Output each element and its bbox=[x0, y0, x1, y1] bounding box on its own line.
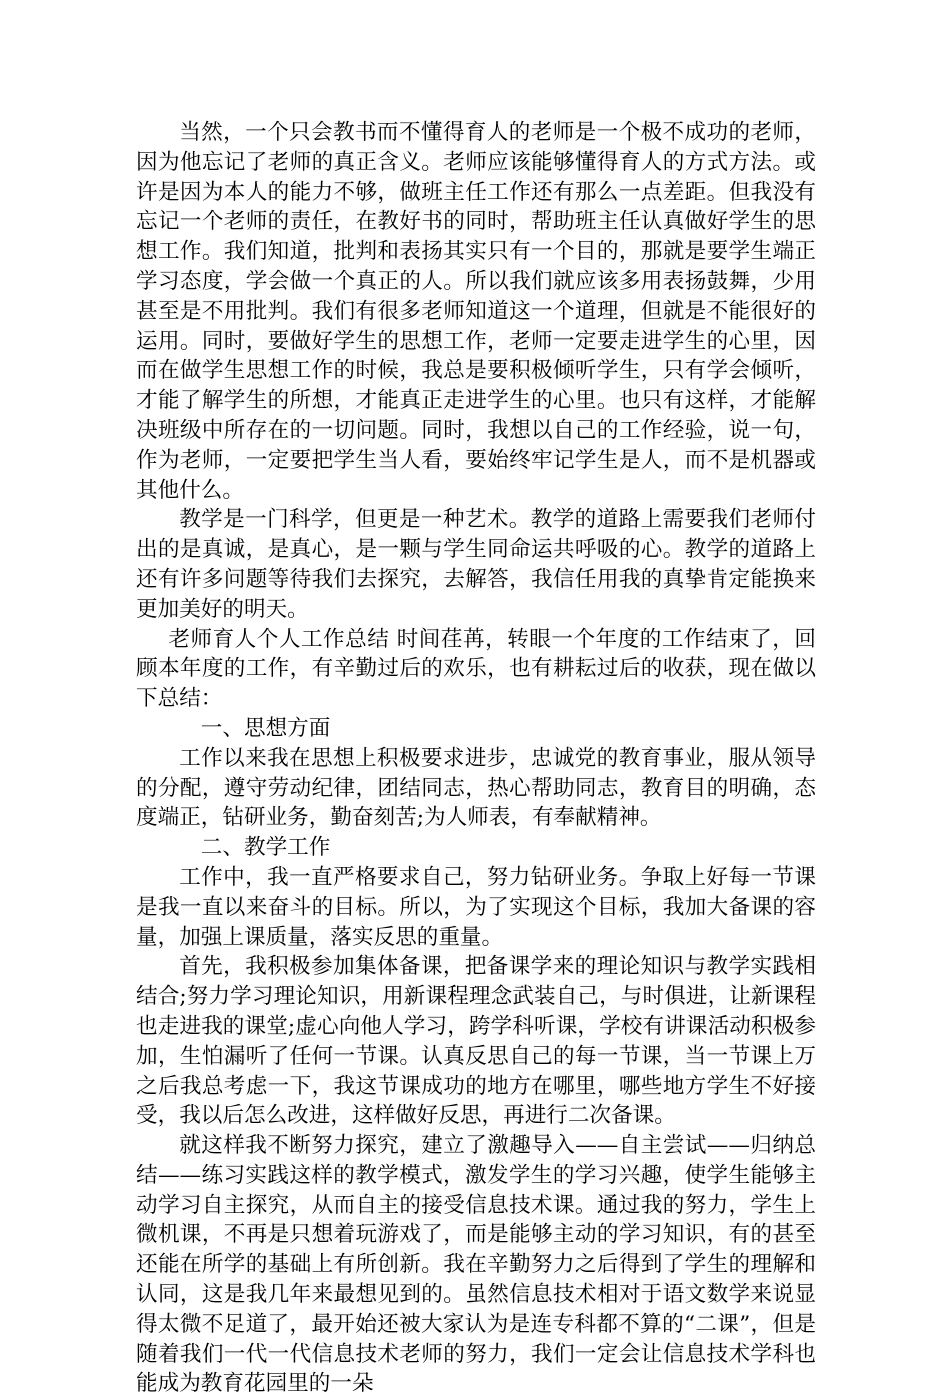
paragraph-summary-intro: 老师育人个人工作总结 时间荏苒，转眼一个年度的工作结束了，回顾本年度的工作，有辛勤过后的欢乐，也有耕耘过后的收获，现在做以下总结： bbox=[136, 626, 816, 712]
paragraph-teaching-and-educating: 当然，一个只会教书而不懂得育人的老师是一个极不成功的老师，因为他忘记了老师的真正含义。老师应该能够懂得育人的方式方法。或许是因为本人的能力不够，做班主任工作还有那么一点差距。但我没有忘记一个老师的责任，在教好书的同时，帮助班主任认真做好学生的思想工作。我们知道，批判和表扬其实只有一个目的，那就是要学生端正学习态度，学会做一个真正的人。所以我们就应该多用表扬鼓舞，少用甚至是不用批判。我们有很多老师知道这一个道理，但就是不能很好的运用。同时，要做好学生的思想工作，老师一定要走进学生的心里，因而在做学生思想工作的时候，我总是要积极倾听学生，只有学会倾听，才能了解学生的所想，才能真正走进学生的心里。也只有这样，才能解决班级中所存在的一切问题。同时，我想以自己的工作经验，说一句，作为老师，一定要把学生当人看，要始终牢记学生是人，而不是机器或其他什么。 bbox=[136, 120, 816, 503]
document-page bbox=[136, 118, 816, 1399]
heading-ideology: 一、思想方面 bbox=[200, 715, 331, 741]
paragraph-teaching-model: 就这样我不断努力探究，建立了激趣导入——自主尝试——归纳总结——练习实践这样的教学模式，激发学生的学习兴趣，使学生能够主动学习自主探究，从而自主的接受信息技术课。通过我的努力，学生上微机课，不再是只想着玩游戏了，而是能够主动的学习知识，有的甚至还能在所学的基础上有所创新。我在辛勤努力之后得到了学生的理解和认同，这是我几年来最想见到的。虽然信息技术相对于语文数学来说显得太微不足道了，最开始还被大家认为是连专科都不算的“二课”，但是随着我们一代一代信息技术老师的努力，我们一定会让信息技术学科也能成为教育花园里的一朵 bbox=[136, 1133, 816, 1397]
paragraph-ideology: 工作以来我在思想上积极要求进步，忠诚党的教育事业，服从领导的分配，遵守劳动纪律，团结同志，热心帮助同志，教育目的明确，态度端正，钻研业务，勤奋刻苦;为人师表，有奉献精神。 bbox=[136, 745, 816, 831]
paragraph-teaching-is-art: 教学是一门科学，但更是一种艺术。教学的道路上需要我们老师付出的是真诚，是真心，是一颗与学生同命运共呼吸的心。教学的道路上还有许多问题等待我们去探究，去解答，我信任用我的真挚肯定能换来更加美好的明天。 bbox=[136, 507, 816, 622]
heading-teaching-work: 二、教学工作 bbox=[200, 835, 331, 861]
paragraph-lesson-preparation: 首先，我积极参加集体备课，把备课学来的理论知识与教学实践相结合;努力学习理论知识，用新课程理念武装自己，与时俱进，让新课程也走进我的课堂;虚心向他人学习，跨学科听课，学校有讲课活动积极参加，生怕漏听了任何一节课。认真反思自己的每一节课，当一节课上万之后我总考虑一下，我这节课成功的地方在哪里，哪些地方学生不好接受，我以后怎么改进，这样做好反思，再进行二次备课。 bbox=[136, 954, 816, 1129]
paragraph-teaching-work: 工作中，我一直严格要求自己，努力钻研业务。争取上好每一节课是我一直以来奋斗的目标。所以，为了实现这个目标，我加大备课的容量，加强上课质量，落实反思的重量。 bbox=[136, 864, 816, 950]
